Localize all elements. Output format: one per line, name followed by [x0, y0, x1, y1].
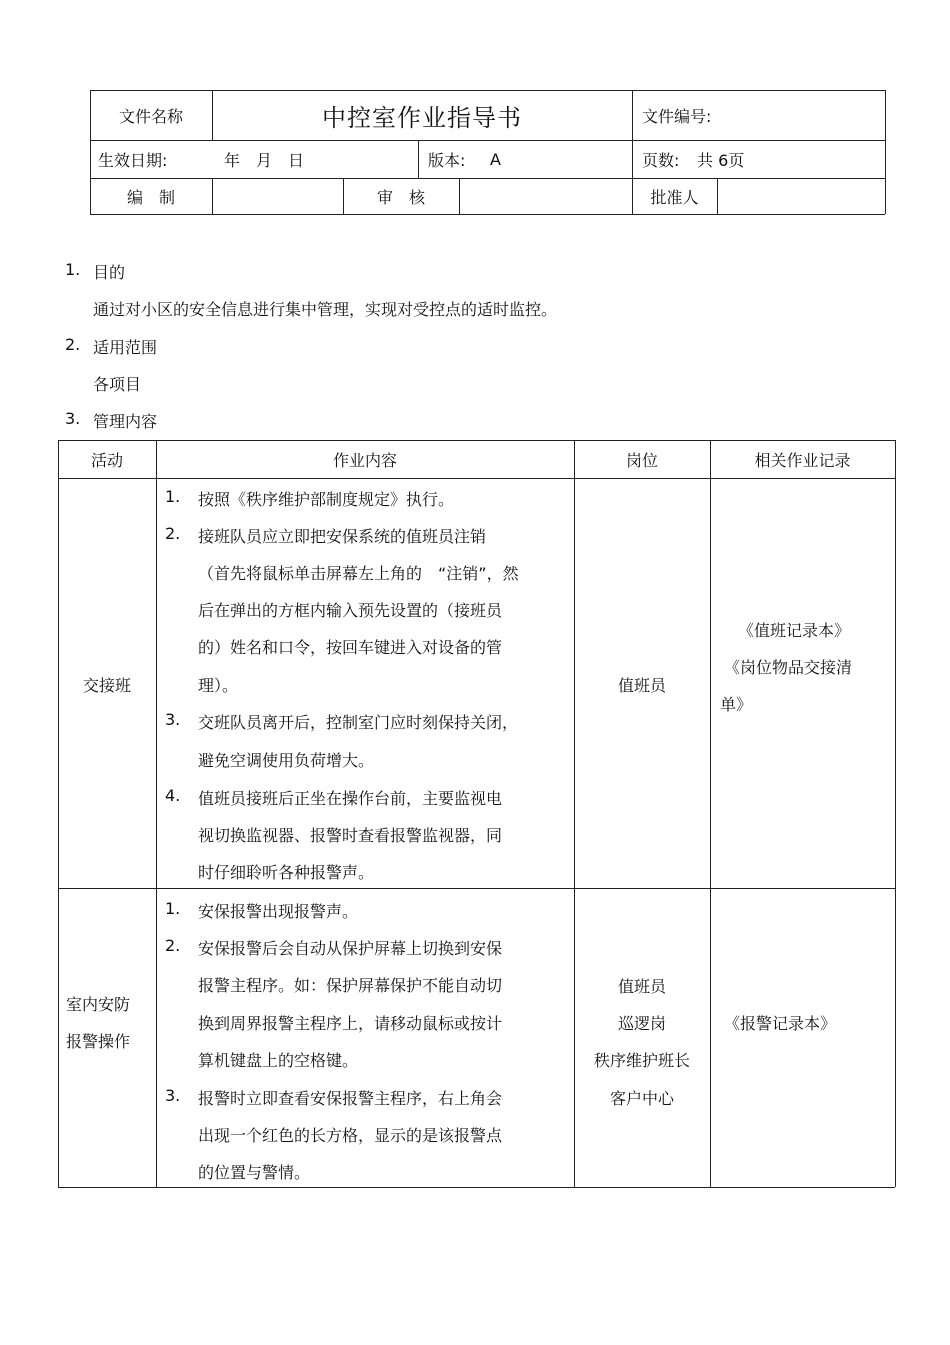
step-line: 值班员接班后正坐在操作台前，主要监视电: [198, 789, 503, 808]
step-number: 4.: [165, 786, 181, 805]
record-line: 《值班记录本》: [738, 621, 851, 640]
step-line: 算机键盘上的空格键。: [198, 1051, 359, 1070]
section-body: 各项目: [93, 375, 142, 394]
approved-by-label: 批准人: [650, 187, 699, 207]
column-header-content: 作业内容: [332, 450, 397, 470]
activity-line: 室内安防: [66, 995, 131, 1014]
record-line: 《岗位物品交接清: [724, 658, 853, 677]
step-line: 时仔细聆听各种报警声。: [198, 863, 375, 882]
step-line: 避免空调使用负荷增大。: [198, 751, 375, 770]
step-line: 视切换监视器、报警时查看报警监视器，同: [198, 826, 503, 845]
step-line: 后在弹出的方框内输入预先设置的（接班员: [198, 601, 503, 620]
column-header-activity: 活动: [90, 450, 123, 470]
version-value: A: [490, 149, 501, 169]
step-line: 的位置与警情。: [198, 1163, 311, 1182]
section-title: 适用范围: [93, 338, 158, 357]
step-number: 1.: [165, 899, 181, 918]
post-line: 巡逻岗: [617, 1014, 666, 1033]
post-line: 客户中心: [609, 1089, 674, 1108]
step-line: 交班队员离开后，控制室门应时刻保持关闭，: [198, 713, 519, 732]
file-number-label: 文件编号:: [642, 106, 712, 126]
step-line: 接班队员应立即把安保系统的值班员注销: [198, 527, 487, 546]
record-line: 《报警记录本》: [724, 1014, 837, 1033]
step-line: 换到周界报警主程序上，请移动鼠标或按计: [198, 1014, 503, 1033]
activity-line: 报警操作: [66, 1032, 131, 1051]
compiled-by-label: 编 制: [126, 187, 175, 207]
file-name-label: 文件名称: [118, 106, 183, 126]
step-number: 2.: [165, 524, 181, 543]
step-line: （首先将鼠标单击屏幕左上角的 “注销”，然: [198, 564, 519, 583]
step-line: 按照《秩序维护部制度规定》执行。: [198, 490, 455, 509]
step-number: 3.: [165, 1086, 181, 1105]
pages-label: 页数:: [642, 150, 680, 170]
step-number: 2.: [165, 936, 181, 955]
section-body: 通过对小区的安全信息进行集中管理，实现对受控点的适时监控。: [93, 300, 558, 319]
effective-date-blank: 年 月 日: [224, 150, 305, 170]
post-line: 值班员: [617, 977, 666, 996]
record-line: 单》: [720, 695, 753, 714]
step-line: 安保报警后会自动从保护屏幕上切换到安保: [198, 939, 503, 958]
step-line: 的）姓名和口令，按回车键进入对设备的管: [198, 638, 503, 657]
section-number: 1.: [65, 260, 81, 279]
step-line: 安保报警出现报警声。: [198, 902, 359, 921]
step-line: 报警主程序。如：保护屏幕保护不能自动切: [198, 976, 503, 995]
section-title: 管理内容: [93, 412, 158, 431]
activity-cell: 交接班: [82, 675, 131, 695]
reviewed-by-label: 审 核: [376, 187, 425, 207]
step-line: 理）。: [198, 676, 239, 695]
step-number: 1.: [165, 487, 181, 506]
step-line: 报警时立即查看安保报警主程序，右上角会: [198, 1089, 503, 1108]
post-cell: 值班员: [617, 675, 666, 695]
column-header-records: 相关作业记录: [754, 450, 851, 470]
document-title: 中控室作业指导书: [322, 103, 522, 132]
section-number: 2.: [65, 335, 81, 354]
version-label: 版本:: [428, 150, 466, 170]
step-line: 出现一个红色的长方格，显示的是该报警点: [198, 1126, 503, 1145]
pages-value: 共 6页: [697, 150, 745, 170]
section-title: 目的: [93, 263, 126, 282]
step-number: 3.: [165, 710, 181, 729]
effective-date-label: 生效日期:: [98, 150, 168, 170]
section-number: 3.: [65, 409, 81, 428]
column-header-post: 岗位: [625, 450, 658, 470]
post-line: 秩序维护班长: [593, 1051, 690, 1070]
